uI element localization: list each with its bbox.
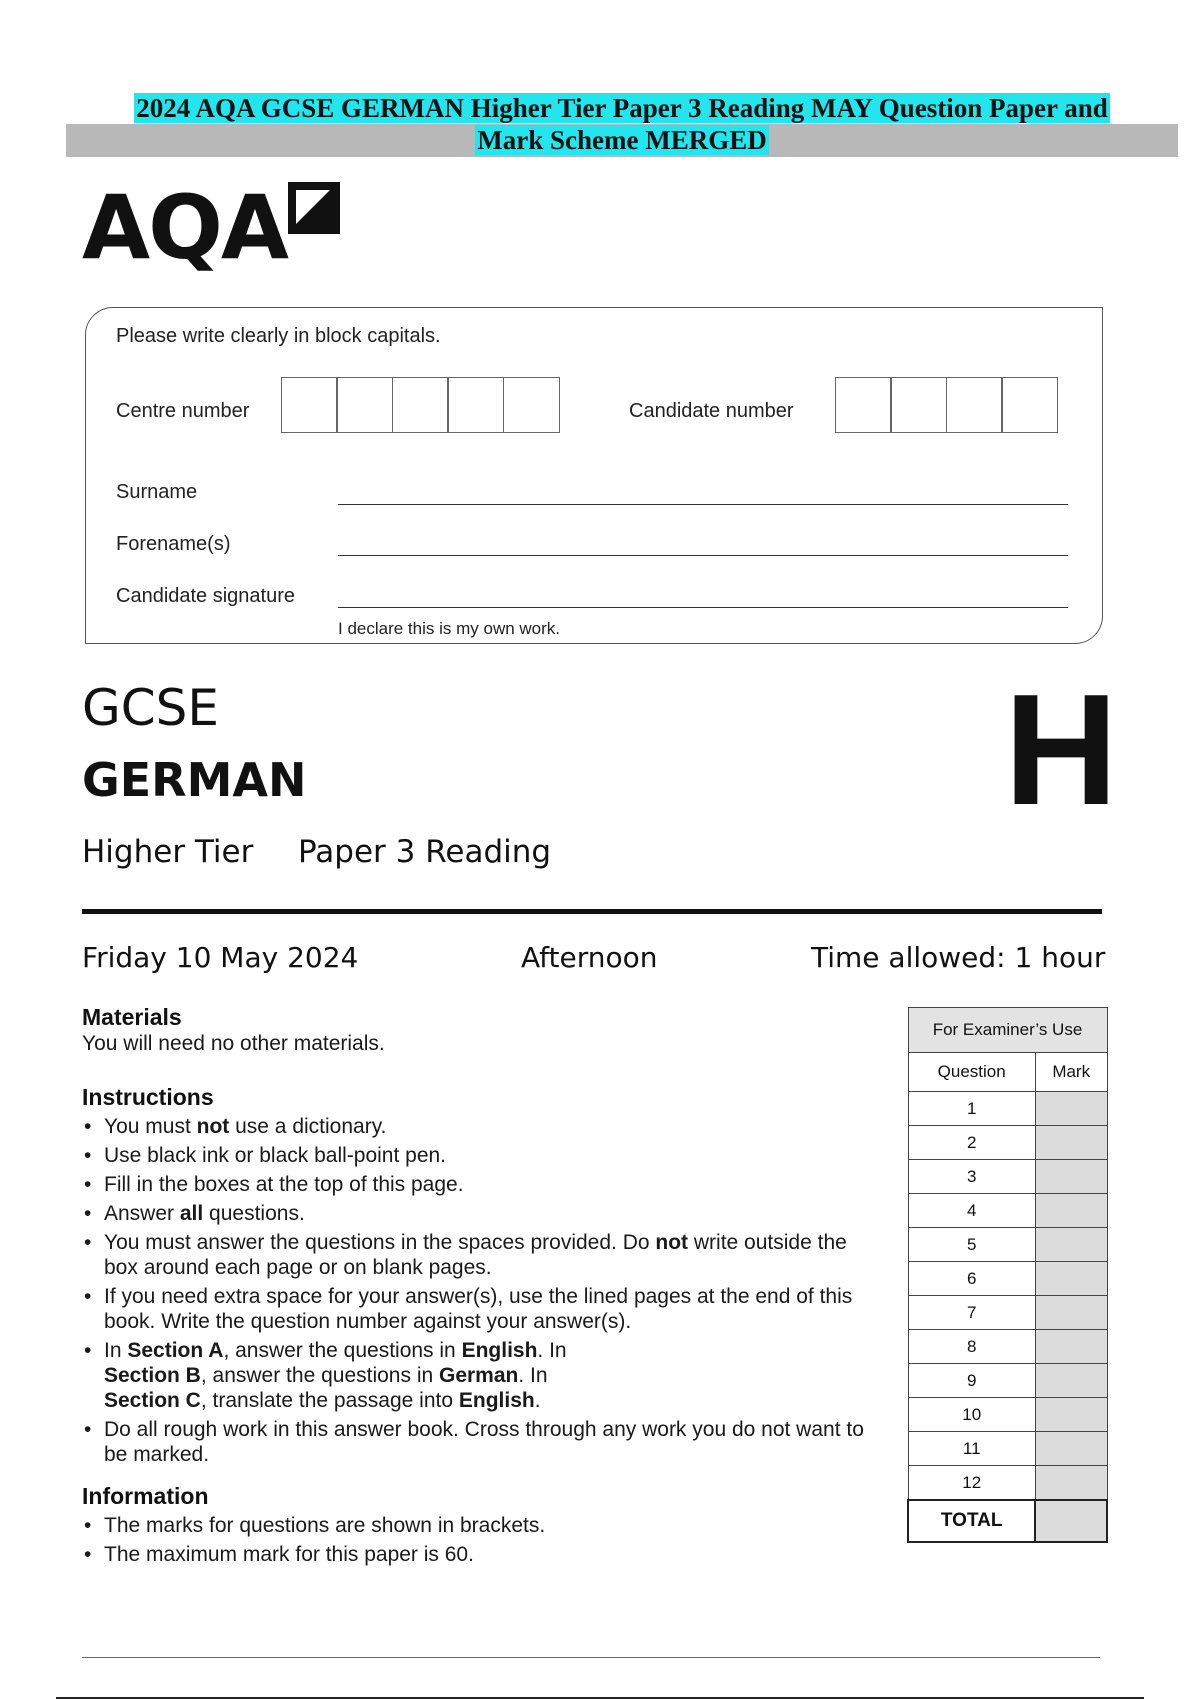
- question-number-cell: 9: [908, 1364, 1035, 1398]
- time-allowed: Time allowed: 1 hour: [811, 941, 1106, 974]
- information-list: [82, 1513, 862, 1567]
- tier-label: Higher Tier: [82, 834, 254, 870]
- candidate-number-label: Candidate number: [629, 400, 794, 422]
- tier-letter: H: [1004, 662, 1119, 838]
- list-item: • In Section A, answer the questions in English. In Section B, answer the questions in German. In Section C, translate the passage into English.: [82, 1338, 870, 1413]
- mark-column-header: Mark: [1035, 1053, 1107, 1092]
- instructions-heading: Instructions: [82, 1084, 214, 1110]
- table-row: [908, 1160, 1107, 1194]
- centre-number-boxes[interactable]: [282, 377, 560, 433]
- list-item: • Answer all questions.: [82, 1201, 870, 1226]
- examiner-table-title: For Examiner’s Use: [908, 1008, 1107, 1053]
- information-heading: Information: [82, 1483, 209, 1509]
- total-label: TOTAL: [908, 1500, 1035, 1542]
- question-number-cell: 2: [908, 1126, 1035, 1160]
- list-item: • Fill in the boxes at the top of this page.: [82, 1172, 870, 1197]
- document-title: [66, 92, 1178, 156]
- question-number-cell: 4: [908, 1194, 1035, 1228]
- centre-digit-box[interactable]: [447, 377, 504, 433]
- information-section: [82, 1482, 862, 1571]
- mark-cell[interactable]: [1035, 1160, 1107, 1194]
- mark-cell[interactable]: [1035, 1262, 1107, 1296]
- question-number-cell: 10: [908, 1398, 1035, 1432]
- candidate-digit-box[interactable]: [1001, 377, 1058, 433]
- centre-number-label: Centre number: [116, 400, 250, 422]
- table-row: [908, 1466, 1107, 1501]
- table-row: [908, 1296, 1107, 1330]
- block-capitals-instruction: Please write clearly in block capitals.: [116, 325, 441, 347]
- instructions-section: [82, 1083, 870, 1471]
- materials-heading: Materials: [82, 1004, 182, 1030]
- total-mark-cell[interactable]: [1035, 1500, 1107, 1542]
- question-number-cell: 8: [908, 1330, 1035, 1364]
- table-row: [908, 1126, 1107, 1160]
- declaration-text: I declare this is my own work.: [338, 619, 561, 638]
- question-column-header: Question: [908, 1053, 1035, 1092]
- centre-digit-box[interactable]: [336, 377, 393, 433]
- instructions-list: [82, 1114, 870, 1467]
- centre-digit-box[interactable]: [503, 377, 560, 433]
- examiner-table-rows: [908, 1092, 1107, 1501]
- subject-title: GERMAN: [82, 753, 307, 807]
- divider: [82, 909, 1102, 914]
- mark-cell[interactable]: [1035, 1398, 1107, 1432]
- table-row: [908, 1194, 1107, 1228]
- aqa-logo: AQA: [82, 176, 288, 279]
- question-number-cell: 11: [908, 1432, 1035, 1466]
- mark-cell[interactable]: [1035, 1126, 1107, 1160]
- table-row: [908, 1228, 1107, 1262]
- candidate-number-boxes[interactable]: [836, 377, 1058, 433]
- centre-digit-box[interactable]: [281, 377, 338, 433]
- qualification-title: GCSE: [82, 679, 219, 737]
- title-line-1: 2024 AQA GCSE GERMAN Higher Tier Paper 3 Reading MAY Question Paper and: [136, 93, 1108, 123]
- question-number-cell: 1: [908, 1092, 1035, 1126]
- mark-cell[interactable]: [1035, 1194, 1107, 1228]
- forenames-field[interactable]: [338, 555, 1068, 556]
- question-number-cell: 7: [908, 1296, 1035, 1330]
- forenames-label: Forename(s): [116, 533, 231, 555]
- mark-cell[interactable]: [1035, 1364, 1107, 1398]
- signature-field[interactable]: [338, 607, 1068, 608]
- mark-cell[interactable]: [1035, 1330, 1107, 1364]
- aqa-logo-mark-icon: [286, 180, 342, 236]
- list-item: • The maximum mark for this paper is 60.: [82, 1542, 862, 1567]
- mark-cell[interactable]: [1035, 1092, 1107, 1126]
- question-number-cell: 5: [908, 1228, 1035, 1262]
- paper-label: Paper 3 Reading: [298, 834, 552, 870]
- table-row: [908, 1398, 1107, 1432]
- table-row: [908, 1432, 1107, 1466]
- materials-section: [82, 1003, 862, 1056]
- centre-digit-box[interactable]: [392, 377, 449, 433]
- table-row: [908, 1262, 1107, 1296]
- mark-cell[interactable]: [1035, 1432, 1107, 1466]
- table-row: [908, 1092, 1107, 1126]
- list-item: • The marks for questions are shown in brackets.: [82, 1513, 862, 1538]
- materials-text: You will need no other materials.: [82, 1032, 385, 1055]
- list-item: • Use black ink or black ball-point pen.: [82, 1143, 870, 1168]
- mark-cell[interactable]: [1035, 1296, 1107, 1330]
- mark-cell[interactable]: [1035, 1228, 1107, 1262]
- table-row: [908, 1330, 1107, 1364]
- exam-date: Friday 10 May 2024: [82, 941, 359, 974]
- question-number-cell: 6: [908, 1262, 1035, 1296]
- question-number-cell: 3: [908, 1160, 1035, 1194]
- mark-cell[interactable]: [1035, 1466, 1107, 1501]
- candidate-digit-box[interactable]: [890, 377, 947, 433]
- surname-field[interactable]: [338, 504, 1068, 505]
- exam-session: Afternoon: [521, 941, 658, 974]
- candidate-digit-box[interactable]: [946, 377, 1003, 433]
- list-item: • You must answer the questions in the spaces provided. Do not write outside the box around each page or on blank pages.: [82, 1230, 870, 1280]
- list-item: • Do all rough work in this answer book. Cross through any work you do not want to be marked.: [82, 1417, 870, 1467]
- title-line-2: Mark Scheme MERGED: [477, 125, 767, 155]
- page-bottom-border: [56, 1697, 1144, 1699]
- signature-label: Candidate signature: [116, 585, 296, 607]
- footer-divider: [82, 1657, 1100, 1658]
- list-item: • You must not use a dictionary.: [82, 1114, 870, 1139]
- candidate-digit-box[interactable]: [835, 377, 892, 433]
- list-item: • If you need extra space for your answer(s), use the lined pages at the end of this book. Write the question number against your answer(s).: [82, 1284, 870, 1334]
- examiner-use-table: [907, 1007, 1108, 1543]
- surname-label: Surname: [116, 481, 198, 503]
- table-row: [908, 1364, 1107, 1398]
- question-number-cell: 12: [908, 1466, 1035, 1501]
